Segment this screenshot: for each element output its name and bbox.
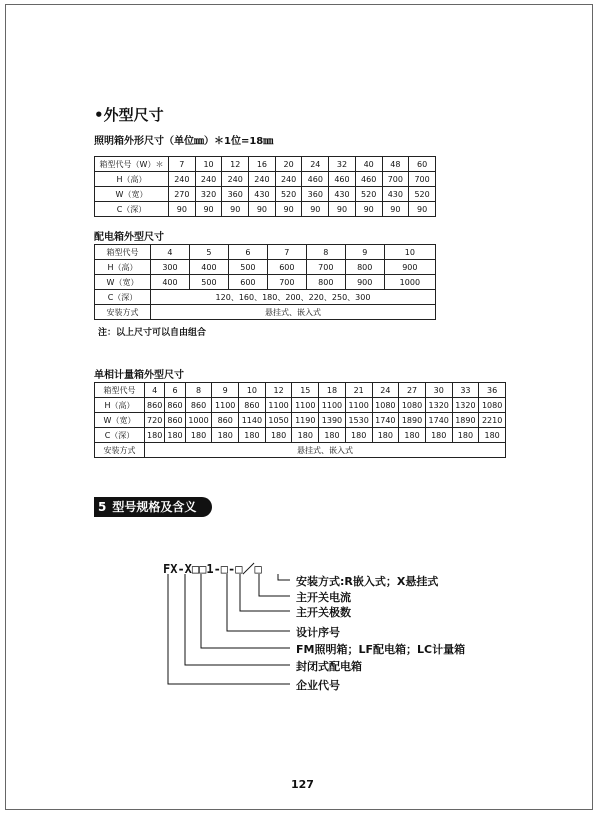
table-cell: 2210 [479,413,506,428]
table-cell: 600 [228,275,267,290]
desc-design-serial: 设计序号 [296,626,340,639]
table-cell: 600 [267,260,306,275]
table-cell: 430 [329,187,356,202]
note-text: 注：以上尺寸可以自由组合 [98,328,207,338]
table-cell: 1080 [372,398,399,413]
table-cell: 180 [212,428,239,443]
table-cell: 90 [275,202,302,217]
table-cell: 240 [195,172,222,187]
table-cell: 520 [355,187,382,202]
table-cell: 60 [409,157,436,172]
table-cell: 300 [151,260,190,275]
table-cell: 8 [306,245,345,260]
table-cell: 1530 [345,413,372,428]
desc-enclosed-box: 封闭式配电箱 [296,660,362,673]
table-cell: 33 [452,383,479,398]
row-label: C（深） [95,428,145,443]
table-cell: 8 [185,383,212,398]
desc-main-switch-current: 主开关电流 [296,591,351,604]
install-method: 悬挂式、嵌入式 [151,305,436,320]
row-label: H（高） [95,260,151,275]
table-cell: 90 [249,202,276,217]
table-cell: 6 [165,383,185,398]
table-cell: 180 [452,428,479,443]
table-cell: 7 [169,157,196,172]
table-cell: 90 [329,202,356,217]
table-cell: 400 [189,260,228,275]
table-cell: 180 [479,428,506,443]
table-cell: 800 [345,260,384,275]
table-cell: 1140 [239,413,266,428]
table-cell: 18 [319,383,346,398]
table-cell: 460 [329,172,356,187]
table-cell: 90 [169,202,196,217]
table-cell: 1050 [265,413,292,428]
table-cell: 9 [212,383,239,398]
table-cell: 36 [479,383,506,398]
lighting-box-subtitle: 照明箱外形尺寸（单位㎜）＊1位=18㎜ [94,136,274,147]
table-cell: 48 [382,157,409,172]
table-cell: 240 [275,172,302,187]
desc-box-type: FM照明箱；LF配电箱；LC计量箱 [296,643,466,656]
desc-install-method: 安装方式:R嵌入式；X悬挂式 [296,575,439,588]
table-cell: 7 [267,245,306,260]
table-cell: 27 [399,383,426,398]
table-cell: 1890 [452,413,479,428]
table-cell: 90 [195,202,222,217]
table-cell: 460 [302,172,329,187]
table-cell: 12 [265,383,292,398]
table-cell: 180 [239,428,266,443]
table-cell: 5 [189,245,228,260]
table-cell: 21 [345,383,372,398]
table-cell: 1100 [292,398,319,413]
table-cell: 9 [345,245,384,260]
table-cell: 1190 [292,413,319,428]
table-cell: 1080 [479,398,506,413]
model-code: FX-X□□1-□-□／□ [163,562,262,576]
table-cell: 860 [165,398,185,413]
table-cell: 860 [185,398,212,413]
table-cell: 1320 [425,398,452,413]
meter-box-subtitle: 单相计量箱外型尺寸 [94,370,184,381]
table-cell: 360 [222,187,249,202]
table-cell: 1000 [384,275,435,290]
table-cell: 6 [228,245,267,260]
table-cell: 1100 [345,398,372,413]
table-cell: 520 [275,187,302,202]
table-cell: 1100 [265,398,292,413]
desc-main-switch-poles: 主开关极数 [296,606,351,619]
table-cell: 1740 [425,413,452,428]
table-cell: 12 [222,157,249,172]
section-badge-title: 型号规格及含义 [112,500,197,514]
table-cell: 180 [399,428,426,443]
table-cell: 460 [355,172,382,187]
depth-values: 120、160、180、200、220、250、300 [151,290,436,305]
table-cell: 700 [382,172,409,187]
table-header-label: 箱型代号（W）＊ [95,157,169,172]
table-header-label: 箱型代号 [95,245,151,260]
row-label: W（宽） [95,413,145,428]
table-cell: 720 [145,413,165,428]
table-cell: 430 [249,187,276,202]
table-cell: 900 [345,275,384,290]
table-cell: 320 [195,187,222,202]
table-cell: 800 [306,275,345,290]
table-cell: 10 [195,157,222,172]
table-cell: 240 [169,172,196,187]
table-cell: 30 [425,383,452,398]
table-cell: 90 [302,202,329,217]
page-number: 127 [291,778,314,791]
table-cell: 24 [372,383,399,398]
section-title: •外型尺寸 [94,106,164,124]
row-label: H（高） [95,172,169,187]
table-cell: 700 [409,172,436,187]
table-cell: 1740 [372,413,399,428]
table-cell: 400 [151,275,190,290]
row-label: W（宽） [95,275,151,290]
table-cell: 90 [222,202,249,217]
row-label: C（深） [95,202,169,217]
table-cell: 40 [355,157,382,172]
table-cell: 270 [169,187,196,202]
table-header-label: 箱型代号 [95,383,145,398]
row-label: 安装方式 [95,305,151,320]
table-cell: 180 [145,428,165,443]
table-cell: 500 [189,275,228,290]
table-cell: 1890 [399,413,426,428]
install-method: 悬挂式、嵌入式 [145,443,506,458]
table-cell: 1320 [452,398,479,413]
table-cell: 240 [249,172,276,187]
table-cell: 180 [372,428,399,443]
table-cell: 860 [239,398,266,413]
row-label: C（深） [95,290,151,305]
table-cell: 90 [409,202,436,217]
table-cell: 32 [329,157,356,172]
table-cell: 500 [228,260,267,275]
table-cell: 1100 [212,398,239,413]
distribution-box-subtitle: 配电箱外型尺寸 [94,232,164,243]
table-cell: 15 [292,383,319,398]
table-cell: 180 [425,428,452,443]
table-cell: 700 [267,275,306,290]
table-cell: 180 [265,428,292,443]
table-cell: 1000 [185,413,212,428]
table-cell: 1080 [399,398,426,413]
table-cell: 430 [382,187,409,202]
table-cell: 240 [222,172,249,187]
table-cell: 4 [145,383,165,398]
table-cell: 24 [302,157,329,172]
table-cell: 860 [145,398,165,413]
table-cell: 860 [212,413,239,428]
table-cell: 180 [185,428,212,443]
table-cell: 360 [302,187,329,202]
table-cell: 4 [151,245,190,260]
table-cell: 10 [384,245,435,260]
table-cell: 180 [345,428,372,443]
table-cell: 860 [165,413,185,428]
table-cell: 180 [319,428,346,443]
table-cell: 700 [306,260,345,275]
table-cell: 1100 [319,398,346,413]
row-label: H（高） [95,398,145,413]
table-cell: 90 [355,202,382,217]
row-label: 安装方式 [95,443,145,458]
row-label: W（宽） [95,187,169,202]
table-cell: 180 [165,428,185,443]
table-cell: 180 [292,428,319,443]
table-cell: 10 [239,383,266,398]
table-cell: 900 [384,260,435,275]
table-cell: 1390 [319,413,346,428]
table-cell: 90 [382,202,409,217]
table-cell: 16 [249,157,276,172]
desc-company-code: 企业代号 [296,679,340,692]
table-cell: 520 [409,187,436,202]
table-cell: 20 [275,157,302,172]
section-number: 5 [98,500,107,514]
